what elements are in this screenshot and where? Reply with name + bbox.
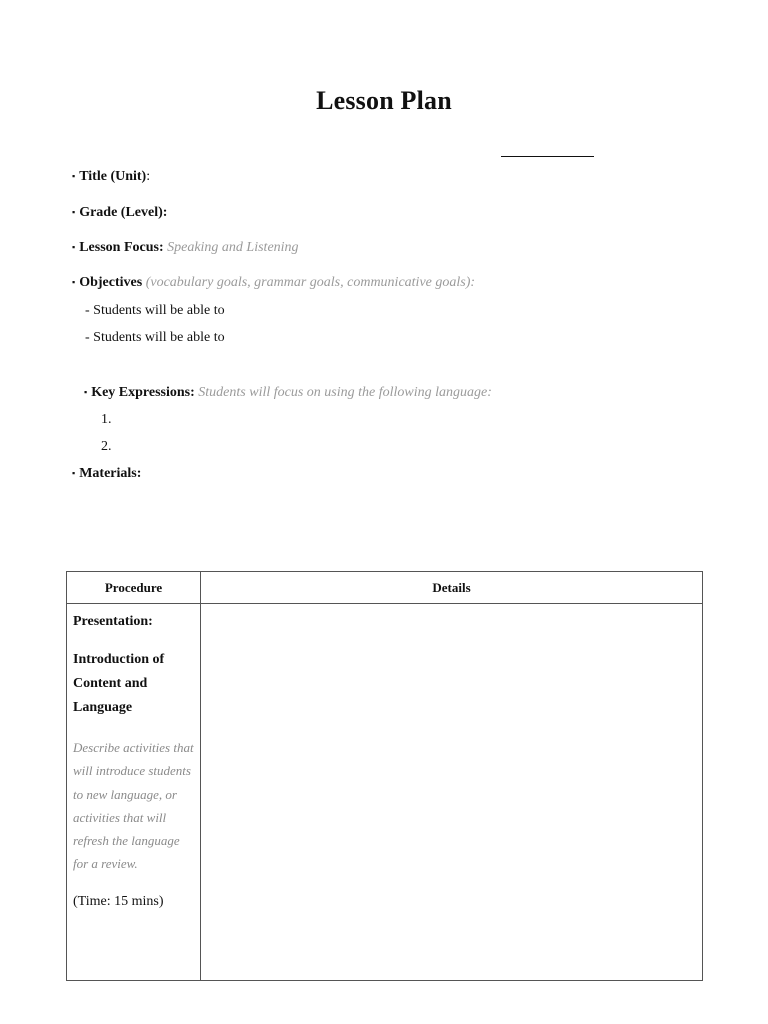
objective-item: - Students will be able to [85,303,225,318]
objectives-label: Objectives [79,275,143,290]
title-unit-label: Title (Unit) [79,169,147,184]
field-grade [72,205,167,221]
objectives-hint: (vocabulary goals, grammar goals, communicative goals): [145,275,476,290]
title-unit-colon: : [146,169,151,184]
key-expression-item: 2. [101,439,112,454]
lesson-focus-label: Lesson Focus: [79,240,164,255]
bullet-icon: ▪ [72,242,76,252]
table-row [67,604,703,981]
key-expressions-label: Key Expressions: [91,385,195,400]
key-expression-item: 1. [101,412,112,427]
field-key-expressions [84,385,492,401]
column-header-details: Details [201,572,703,604]
stage-subtitle: Introduction of Content and Language [73,652,165,715]
field-lesson-focus [72,240,299,256]
lesson-focus-value: Speaking and Listening [167,240,299,255]
table-header-row [67,572,703,604]
procedure-table [66,571,703,981]
field-materials [72,466,141,482]
grade-label: Grade (Level): [79,205,168,220]
bullet-icon: ▪ [72,171,76,181]
name-underline [501,156,594,157]
stage-time: (Time: 15 mins) [73,893,164,909]
column-header-procedure: Procedure [67,572,201,604]
objective-item: - Students will be able to [85,330,225,345]
page-title: Lesson Plan [316,86,452,115]
materials-label: Materials: [79,466,142,481]
procedure-cell [67,604,201,981]
stage-description: Describe activities that will introduce students to new language, or activities that will refresh the language for a review. [73,740,194,872]
stage-title: Presentation: [73,614,153,629]
bullet-icon: ▪ [72,207,76,217]
details-cell[interactable] [201,604,703,981]
key-expressions-hint: Students will focus on using the following language: [198,385,492,400]
bullet-icon: ▪ [84,387,88,397]
field-title-unit [72,169,150,185]
bullet-icon: ▪ [72,277,76,287]
field-objectives [72,275,475,291]
bullet-icon: ▪ [72,468,76,478]
